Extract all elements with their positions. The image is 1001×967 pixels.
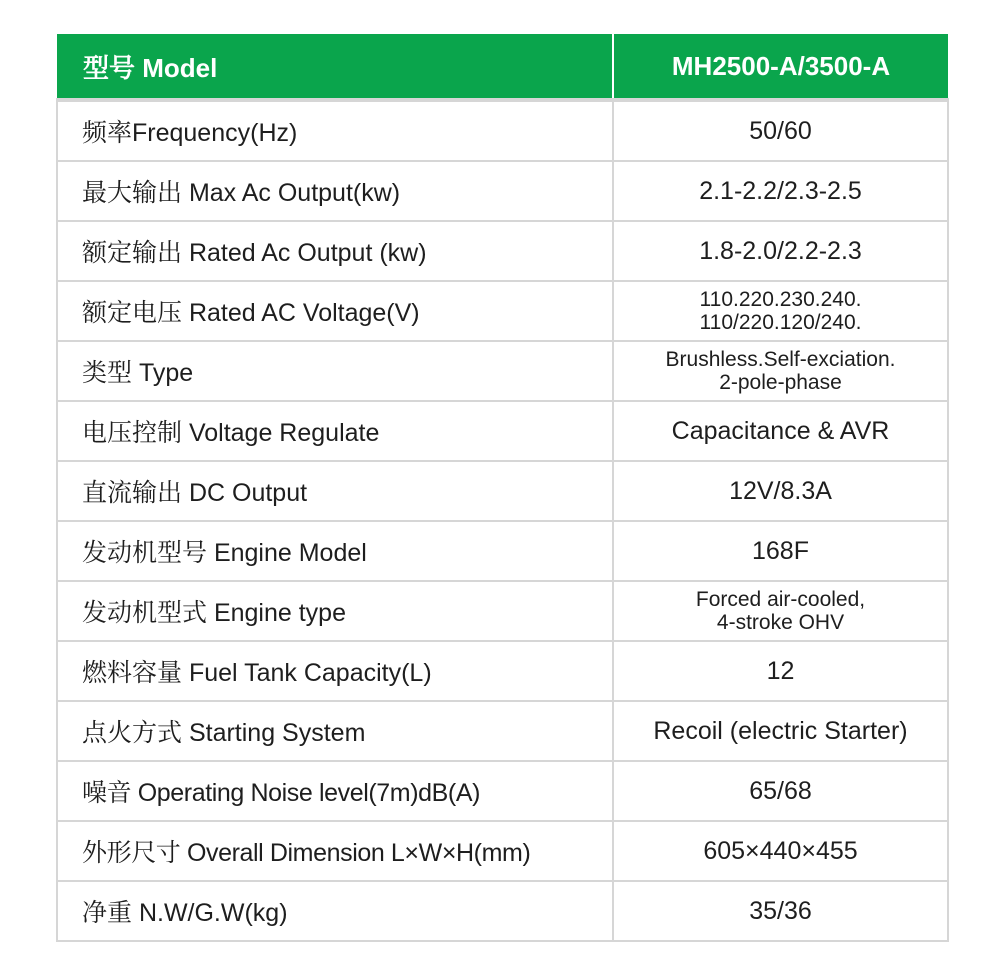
table-row — [57, 581, 948, 641]
spec-value: 1.8-2.0/2.2-2.3 — [613, 221, 948, 281]
spec-value-line: Forced air-cooled, — [695, 588, 866, 611]
table-row — [57, 701, 948, 761]
spec-value-line: 110/220.120/240. — [699, 311, 862, 334]
spec-label: 直流输出 DC Output — [57, 461, 613, 521]
spec-body — [57, 100, 948, 941]
spec-value-line: 2-pole-phase — [719, 371, 842, 394]
spec-label: 额定输出 Rated Ac Output (kw) — [57, 221, 613, 281]
header-model-value: MH2500-A/3500-A — [613, 34, 948, 100]
spec-value — [613, 581, 948, 641]
spec-label: 噪音 Operating Noise level(7m)dB(A) — [57, 761, 613, 821]
table-row — [57, 221, 948, 281]
table-row — [57, 761, 948, 821]
spec-label: 频率Frequency(Hz) — [57, 100, 613, 161]
header-label: 型号 Model — [57, 34, 613, 100]
spec-value-line: Brushless.Self-exciation. — [665, 348, 896, 371]
header-row — [57, 34, 948, 100]
spec-value — [613, 281, 948, 341]
spec-label: 净重 N.W/G.W(kg) — [57, 881, 613, 941]
spec-value: 168F — [613, 521, 948, 581]
spec-label: 额定电压 Rated AC Voltage(V) — [57, 281, 613, 341]
spec-table — [56, 34, 949, 942]
spec-value: 65/68 — [613, 761, 948, 821]
table-row — [57, 341, 948, 401]
spec-label: 发动机型号 Engine Model — [57, 521, 613, 581]
spec-label: 最大输出 Max Ac Output(kw) — [57, 161, 613, 221]
spec-label: 类型 Type — [57, 341, 613, 401]
spec-label: 发动机型式 Engine type — [57, 581, 613, 641]
table-row — [57, 521, 948, 581]
table-row — [57, 461, 948, 521]
spec-value: Capacitance & AVR — [613, 401, 948, 461]
spec-value: 12 — [613, 641, 948, 701]
spec-value: 50/60 — [613, 100, 948, 161]
spec-value: 12V/8.3A — [613, 461, 948, 521]
spec-label: 电压控制 Voltage Regulate — [57, 401, 613, 461]
table-row — [57, 401, 948, 461]
spec-value: 35/36 — [613, 881, 948, 941]
spec-label: 外形尺寸 Overall Dimension L×W×H(mm) — [57, 821, 613, 881]
spec-value: 2.1-2.2/2.3-2.5 — [613, 161, 948, 221]
spec-label: 点火方式 Starting System — [57, 701, 613, 761]
table-row — [57, 881, 948, 941]
spec-value-line: 4-stroke OHV — [716, 611, 845, 634]
table-row — [57, 821, 948, 881]
spec-value: 605×440×455 — [613, 821, 948, 881]
spec-value — [613, 341, 948, 401]
spec-label: 燃料容量 Fuel Tank Capacity(L) — [57, 641, 613, 701]
table-row — [57, 100, 948, 161]
spec-value: Recoil (electric Starter) — [613, 701, 948, 761]
table-row — [57, 641, 948, 701]
spec-value-line: 110.220.230.240. — [699, 288, 862, 311]
table-row — [57, 161, 948, 221]
table-row — [57, 281, 948, 341]
